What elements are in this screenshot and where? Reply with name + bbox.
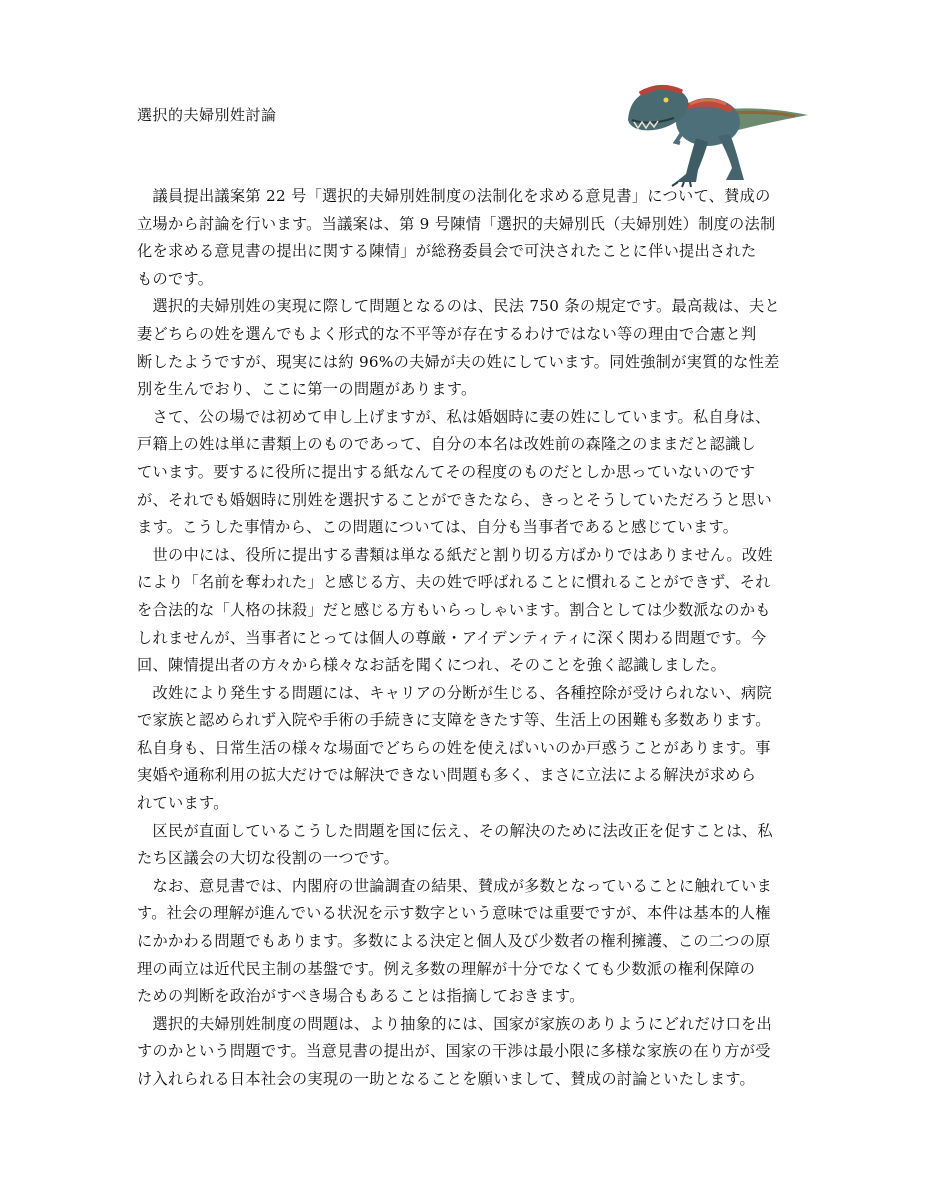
text-line: 区民が直面しているこうした問題を国に伝え、その解決のために法改正を促すことは、私 [137,821,773,840]
text-line: 別を生んでおり、ここに第一の問題があります。 [137,380,477,399]
text-line: 実婚や通称利用の拡大だけでは解決できない問題も多く、まさに立法による解決が求めら [137,766,757,785]
text-line: にかかわる問題でもあります。多数による決定と個人及び少数者の権利擁護、この二つの原 [137,932,771,951]
text-line: 立場から討論を行います。当議案は、第 9 号陳情「選択的夫婦別氏（夫婦別姓）制度の法制 [137,214,776,233]
text-line: 理の両立は近代民主制の基盤です。例え多数の理解が十分でなくても少数派の権利保障の [137,959,756,978]
text-line: ています。要するに役所に提出する紙なんてその程度のものだとしか思っていないのです [137,462,756,481]
document-title: 選択的夫婦別姓討論 [137,106,277,124]
text-line: しれませんが、当事者にとっては個人の尊厳・アイデンティティに深く関わる問題です。今 [137,628,767,647]
text-line: け入れられる日本社会の実現の一助となることを願いまして、賛成の討論といたします。 [137,1070,755,1088]
text-line: ものです。 [137,269,214,288]
text-line: で家族と認められず入院や手術の手続きに支障をきたす等、生活上の困難も多数あります。 [137,711,771,730]
text-line: により「名前を奪われた」と感じる方、夫の姓で呼ばれることに慣れることができず、それ [137,573,771,592]
text-line: 回、陳情提出者の方々から様々なお話を聞くにつれ、そのことを強く認識しました。 [137,656,727,675]
text-line: す。社会の理解が進んでいる状況を示す数字という意味では重要ですが、本件は基本的人権 [137,904,771,923]
text-line: 選択的夫婦別姓制度の問題は、より抽象的には、国家が家族のありようにどれだけ口を出 [137,1014,772,1033]
text-line: たち区議会の大切な役割の一つです。 [137,849,400,868]
text-line: 私自身も、日常生活の様々な場面でどちらの姓を使えばいいのか戸惑うことがあります。事 [137,738,771,757]
text-line: 選択的夫婦別姓の実現に際して問題となるのは、民法 750 条の規定です。最高裁は、夫と [137,297,780,316]
text-line: 世の中には、役所に提出する書類は単なる紙だと割り切る方ばかりではありません。改姓 [137,545,773,564]
text-line: 議員提出議案第 22 号「選択的夫婦別姓制度の法制化を求める意見書」について、賛成の [137,187,771,205]
text-line: 断したようですが、現実には約 96%の夫婦が夫の姓にしています。同姓強制が実質的な性差 [137,352,780,371]
text-line: すのかという問題です。当意見書の提出が、国家の干渉は最小限に多様な家族の在り方が受 [137,1042,771,1061]
text-line: ます。こうした事情から、この問題については、自分も当事者であると感じています。 [137,518,739,537]
debate-speech-body [137,183,817,1094]
text-line: 改姓により発生する問題には、キャリアの分断が生じる、各種控除が受けられない、病院 [137,683,772,702]
text-line: 戸籍上の姓は単に書類上のものであって、自分の本名は改姓前の森隆之のままだと認識し [137,435,757,454]
text-line: が、それでも婚姻時に別姓を選択することができたなら、きっとそうしていただろうと思い [137,490,772,509]
text-line: 妻どちらの姓を選んでもよく形式的な不平等が存在するわけではない等の理由で合憲と判 [137,324,757,343]
text-line: なお、意見書では、内閣府の世論調査の結果、賛成が多数となっていることに触れていま [137,876,772,895]
text-line: さて、公の場では初めて申し上げますが、私は婚姻時に妻の姓にしています。私自身は、 [137,407,771,426]
text-line: 化を求める意見書の提出に関する陳情」が総務委員会で可決されたことに伴い提出された [137,242,757,261]
text-line: を合法的な「人格の抹殺」だと感じる方もいらっしゃいます。割合としては少数派なのかも [137,600,771,619]
text-line: ための判断を政治がすべき場合もあることは指摘しておきます。 [137,987,585,1006]
tyrannosaurus-icon [620,70,810,188]
text-line: れています。 [137,794,229,813]
